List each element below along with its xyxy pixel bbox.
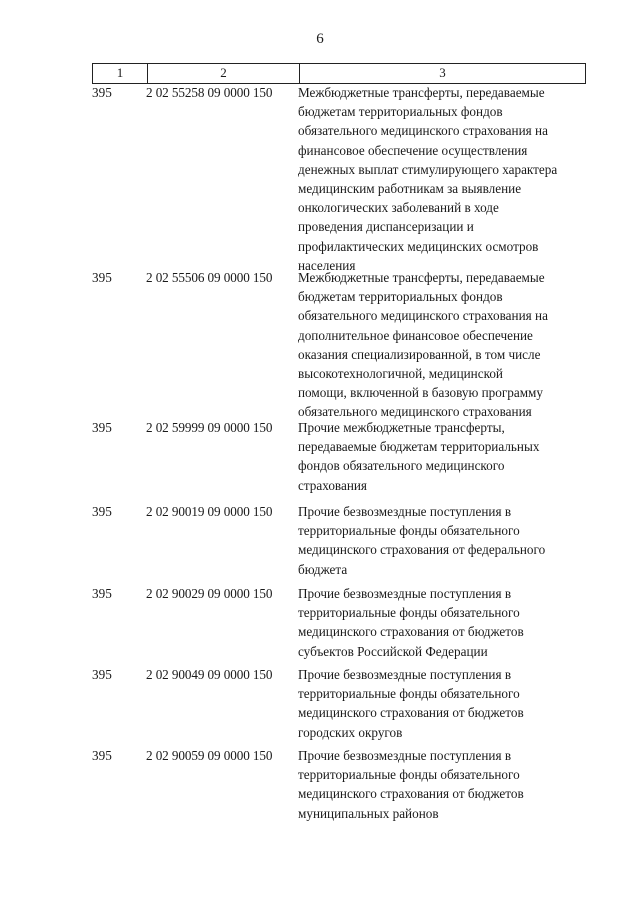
description-line: территориальные фонды обязательного [298, 767, 520, 783]
description-line: высокотехнологичной, медицинской [298, 366, 503, 382]
description-line: городских округов [298, 724, 403, 740]
description-line: бюджета [298, 561, 348, 577]
revenue-description [298, 665, 588, 742]
admin-code: 395 [92, 667, 112, 682]
budget-classification-code: 2 02 90049 09 0000 150 [146, 667, 273, 682]
description-line: проведения диспансеризации и [298, 219, 474, 235]
description-line: медицинского страхования от бюджетов [298, 786, 524, 802]
revenue-description [298, 746, 588, 823]
description-line: медицинского страхования от федерального [298, 542, 546, 558]
description-line: муниципальных районов [298, 805, 439, 821]
description-line: бюджетам территориальных фондов [298, 104, 503, 120]
budget-classification-code: 2 02 55506 09 0000 150 [146, 270, 273, 285]
description-line: Прочие безвозмездные поступления в [298, 748, 512, 763]
budget-classification-code: 2 02 59999 09 0000 150 [146, 420, 273, 435]
description-line: обязательного медицинского страхования на [298, 308, 548, 324]
budget-classification-code: 2 02 90029 09 0000 150 [146, 586, 273, 601]
description-line: помощи, включенной в базовую программу [298, 385, 543, 401]
description-line: бюджетам территориальных фондов [298, 289, 503, 305]
budget-classification-code: 2 02 55258 09 0000 150 [146, 85, 273, 100]
description-line: фондов обязательного медицинского [298, 458, 505, 474]
admin-code: 395 [92, 504, 112, 519]
admin-code: 395 [92, 85, 112, 100]
description-line: субъектов Российской Федерации [298, 643, 488, 659]
header-col-1: 1 [93, 64, 148, 83]
revenue-description [298, 418, 588, 495]
description-line: территориальные фонды обязательного [298, 686, 520, 702]
description-line: оказания специализированной, в том числе [298, 346, 541, 362]
description-line: Прочие межбюджетные трансферты, [298, 420, 505, 435]
description-line: дополнительное финансовое обеспечение [298, 327, 533, 343]
description-line: территориальные фонды обязательного [298, 523, 520, 539]
admin-code: 395 [92, 586, 112, 601]
revenue-description [298, 584, 588, 661]
budget-classification-code: 2 02 90059 09 0000 150 [146, 748, 273, 763]
description-line: медицинского страхования от бюджетов [298, 624, 524, 640]
description-line: онкологических заболеваний в ходе [298, 200, 499, 216]
description-line: Межбюджетные трансферты, передаваемые [298, 85, 545, 100]
table-header [92, 63, 586, 84]
description-line: денежных выплат стимулирующего характера [298, 161, 558, 177]
description-line: Прочие безвозмездные поступления в [298, 586, 512, 601]
header-col-3: 3 [439, 65, 446, 80]
description-line: медицинского страхования от бюджетов [298, 705, 524, 721]
revenue-description [298, 502, 588, 579]
admin-code: 395 [92, 420, 112, 435]
header-col-2: 2 [148, 64, 300, 83]
description-line: медицинским работникам за выявление [298, 181, 522, 197]
admin-code: 395 [92, 748, 112, 763]
description-line: финансовое обеспечение осуществления [298, 142, 528, 158]
description-line: территориальные фонды обязательного [298, 605, 520, 621]
revenue-description [298, 83, 588, 275]
page-number: 6 [316, 31, 324, 47]
description-line: Прочие безвозмездные поступления в [298, 667, 512, 682]
description-line: Прочие безвозмездные поступления в [298, 504, 512, 519]
description-line: профилактических медицинских осмотров [298, 238, 539, 254]
budget-classification-code: 2 02 90019 09 0000 150 [146, 504, 273, 519]
revenue-description [298, 268, 588, 422]
description-line: страхования [298, 477, 367, 493]
admin-code: 395 [92, 270, 112, 285]
description-line: Межбюджетные трансферты, передаваемые [298, 270, 545, 285]
description-line: обязательного медицинского страхования на [298, 123, 548, 139]
description-line: обязательного медицинского страхования [298, 404, 532, 420]
description-line: населения [298, 257, 356, 273]
description-line: передаваемые бюджетам территориальных [298, 439, 540, 455]
